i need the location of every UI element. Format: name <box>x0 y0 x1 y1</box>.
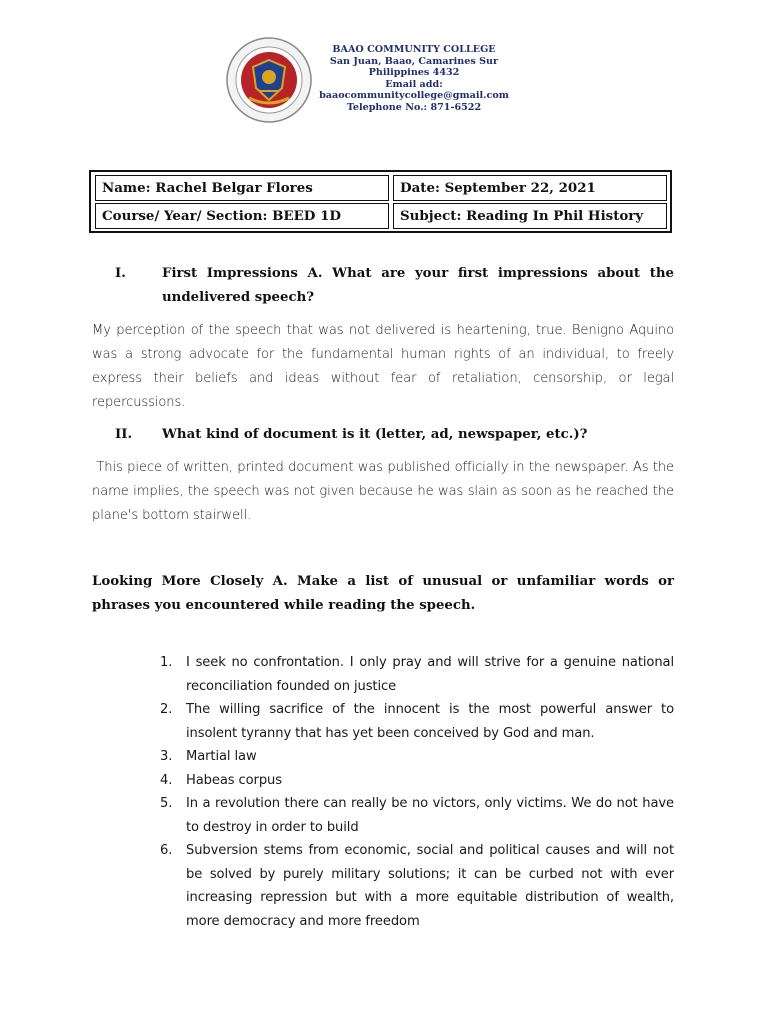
question-2-number: II. <box>115 427 133 442</box>
question-2-text: What kind of document is it (letter, ad, newspaper, etc.)? <box>162 427 588 442</box>
student-name: Name: Rachel Belgar Flores <box>95 175 389 201</box>
college-logo <box>225 36 313 124</box>
answer-1: My perception of the speech that was not delivered is heartening, true. Benigno Aquino was a strong advocate for the fundamental human rights of an individual, to freely express their beliefs and ideas without fear of retaliation, censorship, or legal repercussions. <box>92 323 674 410</box>
college-address-line1: San Juan, Baao, Camarines Sur <box>329 55 499 67</box>
question-1-number: I. <box>115 266 126 281</box>
section-3-heading: Looking More Closely A. Make a list of unusual or unfamiliar words or phrases you encountered while reading the speech. <box>92 574 674 613</box>
unfamiliar-phrases-list <box>160 651 674 933</box>
college-name: BAAO COMMUNITY COLLEGE <box>332 44 496 55</box>
college-address-line2: Philippines 4432 <box>368 67 460 79</box>
question-2 <box>115 423 674 447</box>
college-header <box>312 44 516 114</box>
list-item: 3. Martial law <box>160 749 257 764</box>
list-item: 5. In a revolution there can really be no victors, only victims. We do not have to destroy in order to build <box>160 796 674 835</box>
course-year-section: Course/ Year/ Section: BEED 1D <box>95 203 389 229</box>
submission-date: Date: September 22, 2021 <box>393 175 667 201</box>
question-1-line1: First Impressions A. What are your first impressions about the <box>162 266 674 281</box>
list-item: 6. Subversion stems from economic, social and political causes and will not be solved by purely military solutions; it can be curbed not with ever increasing repression but with a more equitable distribution of wealth, more democracy and more freedom <box>160 843 674 929</box>
college-seal-icon <box>225 36 313 124</box>
list-item: 1. I seek no confrontation. I only pray and will strive for a genuine national reconciliation founded on justice <box>160 655 674 694</box>
list-item: 4. Habeas corpus <box>160 772 282 788</box>
subject: Subject: Reading In Phil History <box>393 203 667 229</box>
college-email: baaocommunitycollege@gmail.com <box>319 90 509 102</box>
college-email-label: Email add: <box>385 78 443 90</box>
answer-2: This piece of written, printed document was published officially in the newspaper. As the name implies, the speech was not given because he was slain as soon as he reached the plane's bottom stairwell. <box>92 460 679 523</box>
question-1-line2: undelivered speech? <box>162 290 315 305</box>
student-info-table <box>89 170 672 233</box>
question-1-text <box>162 262 674 310</box>
college-telephone: Telephone No.: 871-6522 <box>346 101 482 113</box>
question-1 <box>115 262 674 310</box>
list-item: 2. The willing sacrifice of the innocent is the most powerful answer to insolent tyranny that has yet been conceived by God and man. <box>160 702 674 741</box>
